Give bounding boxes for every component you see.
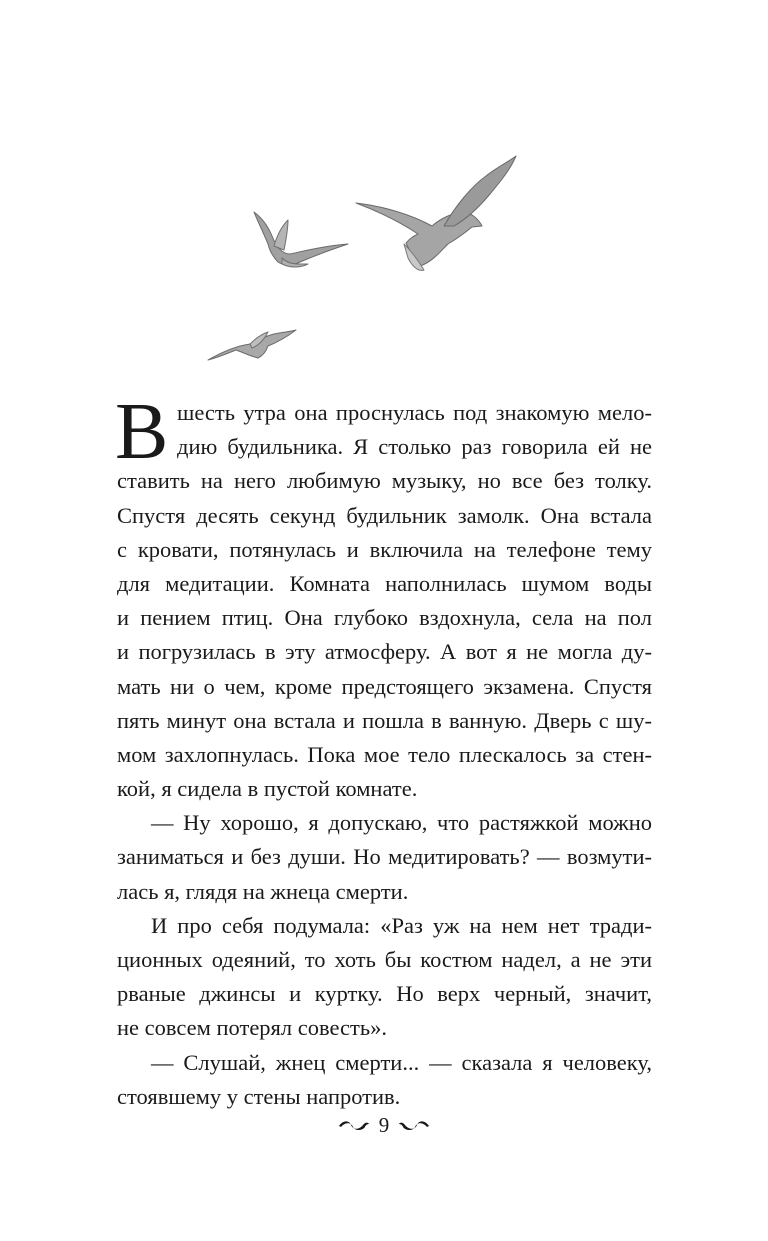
text-line: для медитации. Комната наполнилась шумом воды	[117, 570, 652, 596]
text-line: ционных одеяний, то хоть бы костюм надел, а не эти	[117, 947, 652, 972]
text-line: шесть утра она проснулась под знакомую мело-	[177, 400, 652, 425]
paragraph-1	[117, 396, 652, 806]
text-line: стоявшему у стены напротив.	[117, 1083, 401, 1109]
text-line: лась я, глядя на жнеца смерти.	[117, 878, 409, 904]
paragraph-4	[117, 1046, 652, 1114]
text-line: заниматься и без души. Но медитировать? — возмути-	[117, 844, 652, 870]
text-line: с кровати, потянулась и включила на телефоне тему	[117, 536, 652, 562]
seagulls-illustration	[0, 0, 768, 380]
seagull-medium-icon	[254, 212, 348, 267]
paragraph-3	[117, 909, 652, 1046]
text-line: ставить на него любимую музыку, но все без толку.	[117, 468, 652, 494]
text-line: дию будильника. Я столько раз говорила ей не	[177, 434, 652, 460]
ornament-left-icon	[337, 1118, 371, 1132]
text-line: не совсем потерял совесть».	[117, 1015, 387, 1041]
drop-cap: В	[115, 388, 169, 476]
text-line: мом захлопнулась. Пока мое тело плескалось за стен-	[117, 741, 652, 767]
text-line: и погрузилась в эту атмосферу. А вот я не могла ду-	[117, 639, 652, 665]
paragraph-2	[117, 806, 652, 909]
text-line: и пением птиц. Она глубоко вздохнула, села на пол	[117, 605, 652, 631]
text-line: И про себя подумала: «Раз уж на нем нет тради-	[151, 912, 652, 938]
ornament-right-icon	[397, 1118, 431, 1132]
text-line: мать ни о чем, кроме предстоящего экзамена. Спустя	[117, 673, 652, 699]
text-line: кой, я сидела в пустой комнате.	[117, 776, 418, 802]
text-line: Спустя десять секунд будильник замолк. Она встала	[117, 502, 652, 528]
text-line: рваные джинсы и куртку. Но верх черный, значит,	[117, 981, 652, 1007]
body-text	[115, 388, 652, 1114]
page-footer	[0, 1108, 768, 1140]
seagull-large-icon	[356, 156, 516, 270]
text-line: — Слушай, жнец смерти... — сказала я человеку,	[151, 1049, 652, 1075]
text-line: пять минут она встала и пошла в ванную. Дверь с шу-	[117, 707, 652, 733]
text-line: — Ну хорошо, я допускаю, что растяжкой можно	[151, 810, 652, 836]
page-number: 9	[378, 1112, 390, 1137]
seagull-small-icon	[208, 330, 296, 360]
